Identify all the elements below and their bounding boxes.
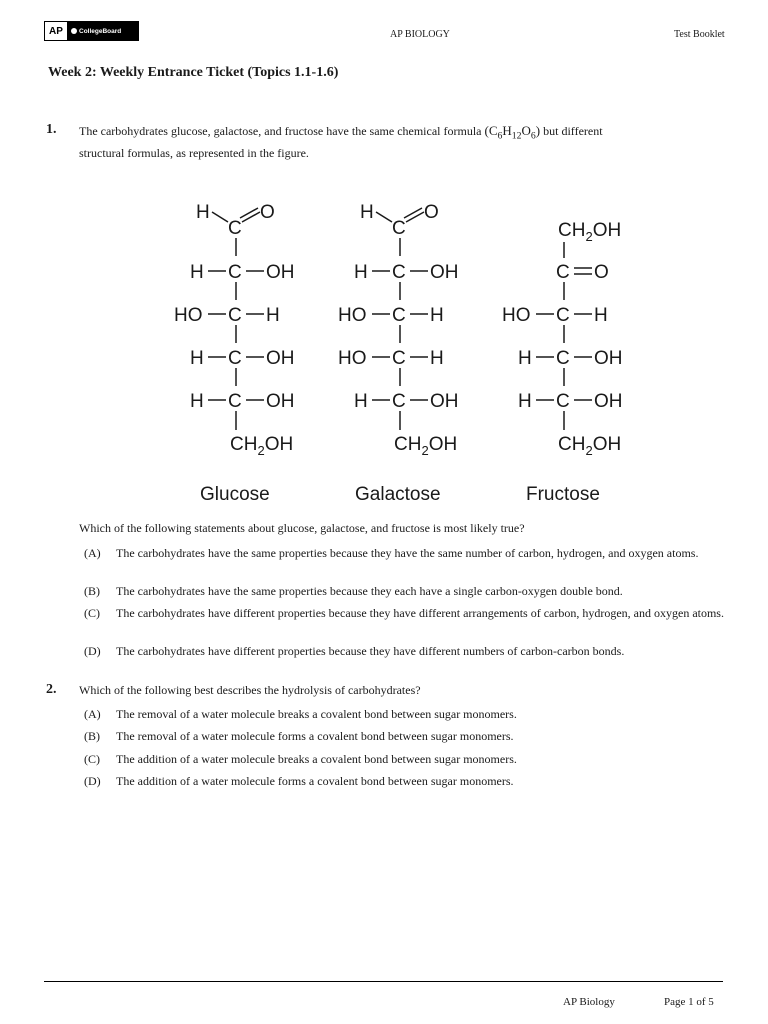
galactose-structure: [338, 202, 459, 505]
carbohydrate-structures-figure: [160, 188, 640, 508]
footer-page-number: Page 1 of 5: [664, 996, 714, 1008]
footer-subject: AP Biology: [563, 996, 615, 1008]
glucose-c4: C: [228, 348, 242, 369]
fructose-top: $CH_2OH$: [558, 220, 622, 244]
glucose-bottom: $CH_2OH$: [230, 434, 294, 458]
glucose-label: Glucose: [200, 484, 270, 505]
acorn-icon: [71, 28, 77, 34]
question-1-intro-line1-end: but different: [543, 124, 603, 138]
logo-collegeboard-text: CollegeBoard: [79, 27, 122, 35]
galactose-c3: C: [392, 305, 406, 326]
q2-choice-d[interactable]: [84, 774, 724, 788]
fructose-c5: C: [556, 391, 570, 412]
galactose-bottom: $CH_2OH$: [394, 434, 458, 458]
q1-choice-b-letter: (B): [84, 584, 100, 598]
q2-choice-c-text: The addition of a water molecule breaks a covalent bond between sugar monomers.: [116, 752, 517, 766]
q2-choice-b[interactable]: [84, 729, 724, 743]
galactose-c4-right: H: [430, 348, 444, 369]
q2-choice-d-letter: (D): [84, 774, 101, 788]
question-2-number: 2.: [46, 682, 57, 697]
q2-choice-c-letter: (C): [84, 752, 100, 766]
logo-ap-text: AP: [49, 25, 63, 37]
galactose-c3-right: H: [430, 305, 444, 326]
glucose-c5-right: OH: [266, 391, 295, 412]
glucose-c1: C: [228, 218, 242, 239]
q2-choice-a-text: The removal of a water molecule breaks a covalent bond between sugar monomers.: [116, 707, 517, 721]
q1-choice-c-text: The carbohydrates have different properties because they have different arrangements of carbon, hydrogen, and oxygen atoms.: [116, 606, 724, 620]
question-1-intro-line1: The carbohydrates glucose, galactose, and fructose have the same chemical formula: [79, 124, 482, 138]
galactose-o: O: [424, 202, 439, 223]
fructose-c3-right: H: [594, 305, 608, 326]
fructose-c3: C: [556, 305, 570, 326]
q1-choice-d[interactable]: [84, 644, 724, 658]
glucose-c4-left: H: [190, 348, 204, 369]
q2-choice-a-letter: (A): [84, 707, 101, 721]
glucose-c2-right: OH: [266, 262, 295, 283]
galactose-top-h: H: [360, 202, 374, 223]
q1-choice-a-letter: (A): [84, 546, 101, 560]
header-booklet: Test Booklet: [674, 29, 725, 40]
fructose-c4-left: H: [518, 348, 532, 369]
galactose-c2-left: H: [354, 262, 368, 283]
glucose-c5: C: [228, 391, 242, 412]
glucose-c3-left: HO: [174, 305, 203, 326]
galactose-c2-right: OH: [430, 262, 459, 283]
q2-choice-a[interactable]: [84, 707, 724, 721]
glucose-c3-right: H: [266, 305, 280, 326]
q1-choice-b[interactable]: [84, 584, 724, 598]
fructose-c4: C: [556, 348, 570, 369]
galactose-c5: C: [392, 391, 406, 412]
glucose-c5-left: H: [190, 391, 204, 412]
galactose-c2: C: [392, 262, 406, 283]
question-1-intro: [79, 122, 603, 162]
q1-choice-c[interactable]: [84, 606, 724, 620]
q1-choice-a[interactable]: [84, 546, 724, 560]
glucose-o: O: [260, 202, 275, 223]
page-title: Week 2: Weekly Entrance Ticket (Topics 1.1-1.6): [48, 65, 339, 80]
glucose-c4-right: OH: [266, 348, 295, 369]
fructose-structure: [502, 220, 623, 505]
question-1-intro-line2: structural formulas, as represented in the figure.: [79, 145, 309, 160]
q2-choice-b-text: The removal of a water molecule forms a covalent bond between sugar monomers.: [116, 729, 514, 743]
galactose-c5-left: H: [354, 391, 368, 412]
glucose-top-h: H: [196, 202, 210, 223]
fructose-c2: C: [556, 262, 570, 283]
fructose-c3-left: HO: [502, 305, 531, 326]
q1-choice-c-letter: (C): [84, 606, 100, 620]
q2-choice-d-text: The addition of a water molecule forms a covalent bond between sugar monomers.: [116, 774, 514, 788]
q2-choice-c[interactable]: [84, 752, 724, 766]
fructose-c4-right: OH: [594, 348, 623, 369]
glucose-c2-left: H: [190, 262, 204, 283]
ap-collegeboard-logo: [44, 21, 139, 41]
glucose-structure: [174, 202, 295, 505]
galactose-c1: C: [392, 218, 406, 239]
question-1-stem: Which of the following statements about glucose, galactose, and fructose is most likely true?: [79, 521, 525, 535]
q1-choice-a-text: The carbohydrates have the same properties because they have the same number of carbon, hydrogen, and oxygen atoms.: [116, 546, 699, 560]
header-subject: AP BIOLOGY: [390, 29, 450, 40]
galactose-c4-left: HO: [338, 348, 367, 369]
fructose-c5-right: OH: [594, 391, 623, 412]
fructose-c5-left: H: [518, 391, 532, 412]
galactose-c5-right: OH: [430, 391, 459, 412]
fructose-label: Fructose: [526, 484, 600, 505]
question-1-number: 1.: [46, 122, 57, 137]
chemical-formula: $(C_6H_{12}O_6)$: [484, 123, 541, 142]
q1-choice-d-text: The carbohydrates have different properties because they have different numbers of carbon-carbon bonds.: [116, 644, 625, 658]
logo-collegeboard: [67, 22, 138, 40]
question-2-stem: Which of the following best describes the hydrolysis of carbohydrates?: [79, 683, 421, 697]
glucose-c2: C: [228, 262, 242, 283]
footer-divider: [44, 981, 723, 982]
glucose-c3: C: [228, 305, 242, 326]
galactose-c4: C: [392, 348, 406, 369]
galactose-c3-left: HO: [338, 305, 367, 326]
q2-choice-b-letter: (B): [84, 729, 100, 743]
fructose-bottom: $CH_2OH$: [558, 434, 622, 458]
q1-choice-d-letter: (D): [84, 644, 101, 658]
fructose-carbonyl-o: O: [594, 262, 609, 283]
galactose-label: Galactose: [355, 484, 441, 505]
q1-choice-b-text: The carbohydrates have the same properties because they each have a single carbon-oxygen double bond.: [116, 584, 623, 598]
